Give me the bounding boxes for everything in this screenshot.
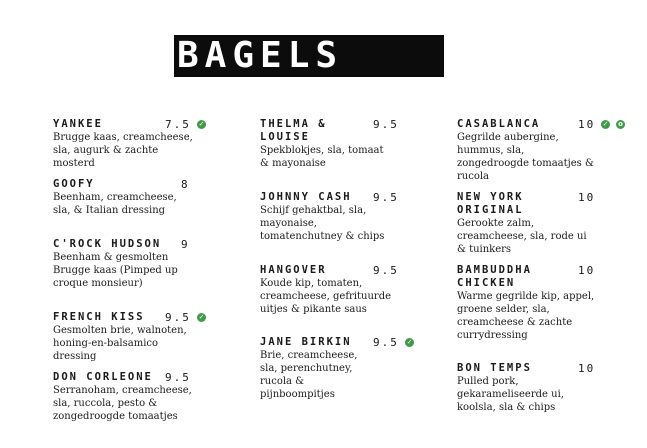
item-description: Beenham & gesmolten Brugge kaas (Pimped up croque monsieur): [53, 252, 178, 289]
item-name: YANKEE: [53, 118, 103, 130]
menu-item-goofy: [53, 178, 213, 223]
item-description: Koude kip, tomaten, creamcheese, gefrituurde uitjes & pikante saus: [260, 278, 392, 315]
item-description: Warme gegrilde kip, appel, groene selder, sla, creamcheese & zachte currydressing: [457, 291, 595, 341]
item-price: 7.5: [165, 118, 191, 131]
item-name: FRENCH KISS: [53, 311, 145, 323]
item-price: 10: [578, 118, 596, 131]
menu-item-french-kiss: [53, 311, 213, 362]
item-name: GOOFY: [53, 178, 95, 190]
item-price: 10: [578, 362, 596, 375]
item-description: Serranoham, creamcheese, sla, ruccola, pesto & zongedroogde tomaatjes: [53, 385, 192, 422]
item-description: Brie, creamcheese, sla, perenchutney, rucola & pijnboompitjes: [260, 350, 358, 400]
menu-item-don-corleone: [53, 371, 213, 431]
item-description: Brugge kaas, creamcheese, sla, augurk & zachte mosterd: [53, 132, 193, 169]
item-name: THELMA & LOUISE: [260, 118, 327, 143]
menu-item-thelma-louise: [260, 118, 420, 173]
item-description: Pulled pork, gekarameliseerde ui, koolsla, sla & chips: [457, 376, 564, 413]
menu-item-new-york-original: [457, 191, 632, 255]
item-name: NEW YORK ORIGINAL: [457, 191, 524, 216]
veggie-icon: ✓: [198, 313, 205, 321]
menu-item-jane-birkin: [260, 336, 420, 400]
item-name: HANGOVER: [260, 264, 327, 276]
item-price: 9.5: [165, 371, 191, 384]
item-price: 9: [181, 238, 190, 251]
menu-item-bambuddha-chicken: [457, 264, 632, 349]
item-name: C'ROCK HUDSON: [53, 238, 162, 250]
item-name: DON CORLEONE: [53, 371, 153, 383]
vegan-icon: o: [616, 120, 625, 129]
item-price: 9.5: [373, 264, 399, 277]
veggie-icon: ✓: [198, 120, 205, 128]
veggie-icon: ✓: [406, 338, 413, 346]
item-price: 9.5: [373, 118, 399, 131]
item-name: CASABLANCA: [457, 118, 541, 130]
item-description: Gegrilde aubergine, hummus, sla, zongedroogde tomaatjes & rucola: [457, 132, 594, 182]
menu-item-johnny-cash: [260, 191, 420, 251]
item-price: 8: [181, 178, 190, 191]
item-description: Gesmolten brie, walnoten, honing-en-balsamico dressing: [53, 325, 187, 362]
menu-item-casablanca: [457, 118, 632, 182]
item-price: 10: [578, 264, 596, 277]
menu-title: BAGELS: [177, 35, 344, 76]
menu-item-bon-temps: [457, 362, 632, 413]
item-name: JANE BIRKIN: [260, 336, 352, 348]
veggie-icon: ✓: [602, 120, 609, 128]
item-description: Spekblokjes, sla, tomaat & mayonaise: [260, 145, 384, 169]
menu-item-hangover: [260, 264, 420, 324]
item-name: BON TEMPS: [457, 362, 532, 374]
item-price: 9.5: [373, 191, 399, 204]
item-description: Schijf gehaktbal, sla, mayonaise, tomatenchutney & chips: [260, 205, 385, 242]
menu-item-crock-hudson: [53, 238, 213, 298]
item-description: Beenham, creamcheese, sla, & Italian dressing: [53, 192, 177, 216]
item-name: BAMBUDDHA CHICKEN: [457, 264, 532, 289]
item-description: Gerookte zalm, creamcheese, sla, rode ui & tuinkers: [457, 218, 587, 255]
menu-item-yankee: [53, 118, 213, 169]
item-price: 10: [578, 191, 596, 204]
item-price: 9.5: [373, 336, 399, 349]
menu-title-bar: [174, 35, 444, 77]
item-price: 9.5: [165, 311, 191, 324]
item-name: JOHNNY CASH: [260, 191, 352, 203]
